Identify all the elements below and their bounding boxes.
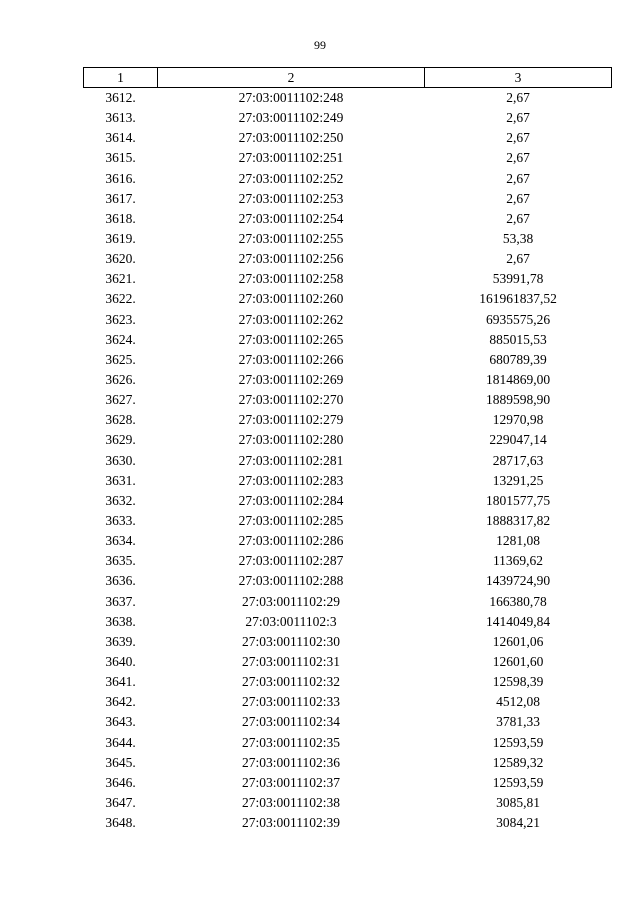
table-row [84, 169, 612, 189]
table-row [84, 753, 612, 773]
row-number: 3620. [105, 251, 136, 267]
table-row [84, 813, 612, 833]
table-row [84, 229, 612, 249]
cadastral-number: 27:03:0011102:33 [241, 694, 340, 710]
row-number: 3614. [105, 130, 136, 146]
row-number: 3622. [105, 291, 136, 307]
cadastral-value: 3781,33 [496, 714, 540, 730]
cadastral-number: 27:03:0011102:39 [241, 815, 340, 831]
cadastral-number: 27:03:0011102:36 [241, 754, 340, 770]
cadastral-number: 27:03:0011102:38 [241, 794, 340, 810]
cadastral-number: 27:03:0011102:270 [238, 392, 344, 408]
row-number: 3634. [105, 533, 136, 549]
table-row [84, 733, 612, 753]
cadastral-value: 11369,62 [492, 553, 544, 569]
table-row [84, 511, 612, 531]
cadastral-value: 166380,78 [489, 593, 547, 609]
table-row [84, 672, 612, 692]
table-row [84, 88, 612, 109]
row-number: 3640. [105, 654, 136, 669]
cadastral-value: 885015,53 [489, 331, 547, 347]
cadastral-table [83, 67, 612, 833]
cadastral-number: 27:03:0011102:269 [238, 372, 344, 388]
cadastral-number: 27:03:0011102:254 [238, 210, 344, 226]
cadastral-value: 161961837,52 [479, 291, 557, 307]
cadastral-number: 27:03:0011102:250 [238, 130, 344, 146]
cadastral-number: 27:03:0011102:251 [238, 150, 344, 166]
cadastral-value: 1439724,90 [485, 573, 551, 589]
table-row [84, 128, 612, 148]
cadastral-number: 27:03:0011102:279 [238, 412, 344, 428]
table-row [84, 390, 612, 410]
table-row [84, 148, 612, 168]
cadastral-number: 27:03:0011102:34 [241, 714, 340, 730]
cadastral-value: 2,67 [506, 251, 530, 267]
cadastral-number: 27:03:0011102:284 [238, 492, 344, 508]
cadastral-value: 12601,60 [492, 654, 544, 669]
cadastral-value: 1889598,90 [485, 392, 551, 408]
cadastral-value: 12598,39 [492, 674, 544, 690]
cadastral-value: 1801577,75 [485, 492, 551, 508]
table-row [84, 410, 612, 430]
row-number: 3644. [105, 734, 136, 750]
row-number: 3642. [105, 694, 136, 710]
row-number: 3638. [105, 613, 136, 629]
cadastral-value: 1814869,00 [485, 372, 551, 388]
table-row [84, 269, 612, 289]
table-row [84, 632, 612, 652]
cadastral-value: 12593,59 [492, 734, 544, 750]
table-row [84, 430, 612, 450]
cadastral-value: 13291,25 [492, 472, 544, 488]
row-number: 3616. [105, 170, 136, 186]
cadastral-number: 27:03:0011102:35 [241, 734, 340, 750]
row-number: 3619. [105, 231, 136, 247]
row-number: 3645. [105, 754, 136, 770]
table-row [84, 451, 612, 471]
row-number: 3632. [105, 492, 136, 508]
row-number: 3625. [105, 351, 136, 367]
table-row [84, 491, 612, 511]
cadastral-value: 1414049,84 [485, 613, 551, 629]
cadastral-number: 27:03:0011102:255 [238, 231, 344, 247]
cadastral-number: 27:03:0011102:253 [238, 190, 344, 206]
table-row [84, 189, 612, 209]
cadastral-value: 4512,08 [496, 694, 540, 710]
table-row [84, 712, 612, 732]
cadastral-number: 27:03:0011102:266 [238, 351, 344, 367]
cadastral-number: 27:03:0011102:280 [238, 432, 344, 448]
row-number: 3646. [105, 774, 136, 790]
header-col-2: 2 [158, 68, 425, 88]
cadastral-number: 27:03:0011102:3 [245, 613, 337, 629]
cadastral-number: 27:03:0011102:256 [238, 251, 344, 267]
row-number: 3630. [105, 452, 136, 468]
table-row [84, 571, 612, 591]
header-col-1: 1 [84, 68, 158, 88]
cadastral-value: 2,67 [506, 170, 530, 186]
cadastral-number: 27:03:0011102:260 [238, 291, 344, 307]
cadastral-value: 2,67 [506, 130, 530, 146]
cadastral-value: 229047,14 [489, 432, 547, 448]
row-number: 3621. [105, 271, 136, 287]
cadastral-number: 27:03:0011102:252 [238, 170, 344, 186]
cadastral-value: 12601,06 [492, 633, 544, 649]
cadastral-value: 53991,78 [492, 271, 544, 287]
cadastral-number: 27:03:0011102:262 [238, 311, 344, 327]
row-number: 3629. [105, 432, 136, 448]
cadastral-number: 27:03:0011102:248 [238, 90, 344, 106]
table-row [84, 370, 612, 390]
cadastral-value: 12593,59 [492, 774, 544, 790]
row-number: 3627. [105, 392, 136, 408]
table-row [84, 330, 612, 350]
cadastral-value: 3085,81 [496, 794, 540, 810]
table-row [84, 471, 612, 491]
row-number: 3624. [105, 331, 136, 347]
table-row [84, 531, 612, 551]
cadastral-value: 12970,98 [492, 412, 544, 428]
cadastral-value: 28717,63 [492, 452, 544, 468]
row-number: 3615. [105, 150, 136, 166]
cadastral-number: 27:03:0011102:288 [238, 573, 344, 589]
row-number: 3626. [105, 372, 136, 388]
cadastral-number: 27:03:0011102:283 [238, 472, 344, 488]
table-row [84, 310, 612, 330]
cadastral-value: 53,38 [502, 231, 534, 247]
cadastral-value: 1281,08 [496, 533, 540, 549]
cadastral-number: 27:03:0011102:29 [241, 593, 340, 609]
cadastral-number: 27:03:0011102:286 [238, 533, 344, 549]
cadastral-value: 12589,32 [492, 754, 544, 770]
cadastral-value: 6935575,26 [485, 311, 551, 327]
cadastral-number: 27:03:0011102:265 [238, 331, 344, 347]
cadastral-number: 27:03:0011102:281 [238, 452, 344, 468]
table-row [84, 612, 612, 632]
table-row [84, 793, 612, 813]
header-col-3: 3 [425, 68, 612, 88]
cadastral-value: 2,67 [506, 90, 530, 106]
table-row [84, 350, 612, 370]
table-row [84, 289, 612, 309]
row-number: 3635. [105, 553, 136, 569]
cadastral-value: 2,67 [506, 110, 530, 126]
cadastral-value: 3084,21 [496, 815, 540, 831]
row-number: 3618. [105, 210, 136, 226]
row-number: 3631. [105, 472, 136, 488]
cadastral-number: 27:03:0011102:31 [241, 654, 340, 669]
row-number: 3628. [105, 412, 136, 428]
table-row [84, 551, 612, 571]
row-number: 3636. [105, 573, 136, 589]
row-number: 3623. [105, 311, 136, 327]
table-row [84, 773, 612, 793]
cadastral-value: 1888317,82 [485, 513, 551, 529]
cadastral-number: 27:03:0011102:32 [241, 674, 340, 690]
cadastral-number: 27:03:0011102:287 [238, 553, 344, 569]
row-number: 3647. [105, 794, 136, 810]
row-number: 3639. [105, 633, 136, 649]
row-number: 3641. [105, 674, 136, 690]
table-row [84, 209, 612, 229]
table-row [84, 652, 612, 672]
cadastral-number: 27:03:0011102:249 [238, 110, 344, 126]
cadastral-value: 2,67 [506, 210, 530, 226]
table-body [84, 88, 612, 834]
header-row [84, 68, 612, 88]
row-number: 3633. [105, 513, 136, 529]
table-row [84, 592, 612, 612]
cadastral-number: 27:03:0011102:285 [238, 513, 344, 529]
page-number: 99 [314, 38, 326, 52]
cadastral-number: 27:03:0011102:258 [238, 271, 344, 287]
row-number: 3637. [105, 593, 136, 609]
row-number: 3617. [105, 190, 136, 206]
table-header [84, 68, 612, 88]
row-number: 3643. [105, 714, 136, 730]
cadastral-value: 2,67 [506, 150, 530, 166]
table-row [84, 108, 612, 128]
table-row [84, 249, 612, 269]
cadastral-value: 680789,39 [489, 351, 547, 367]
cadastral-number: 27:03:0011102:30 [241, 633, 340, 649]
cadastral-number: 27:03:0011102:37 [241, 774, 340, 790]
cadastral-value: 2,67 [506, 190, 530, 206]
row-number: 3613. [105, 110, 136, 126]
row-number: 3612. [105, 90, 136, 106]
row-number: 3648. [105, 815, 136, 831]
table-row [84, 692, 612, 712]
